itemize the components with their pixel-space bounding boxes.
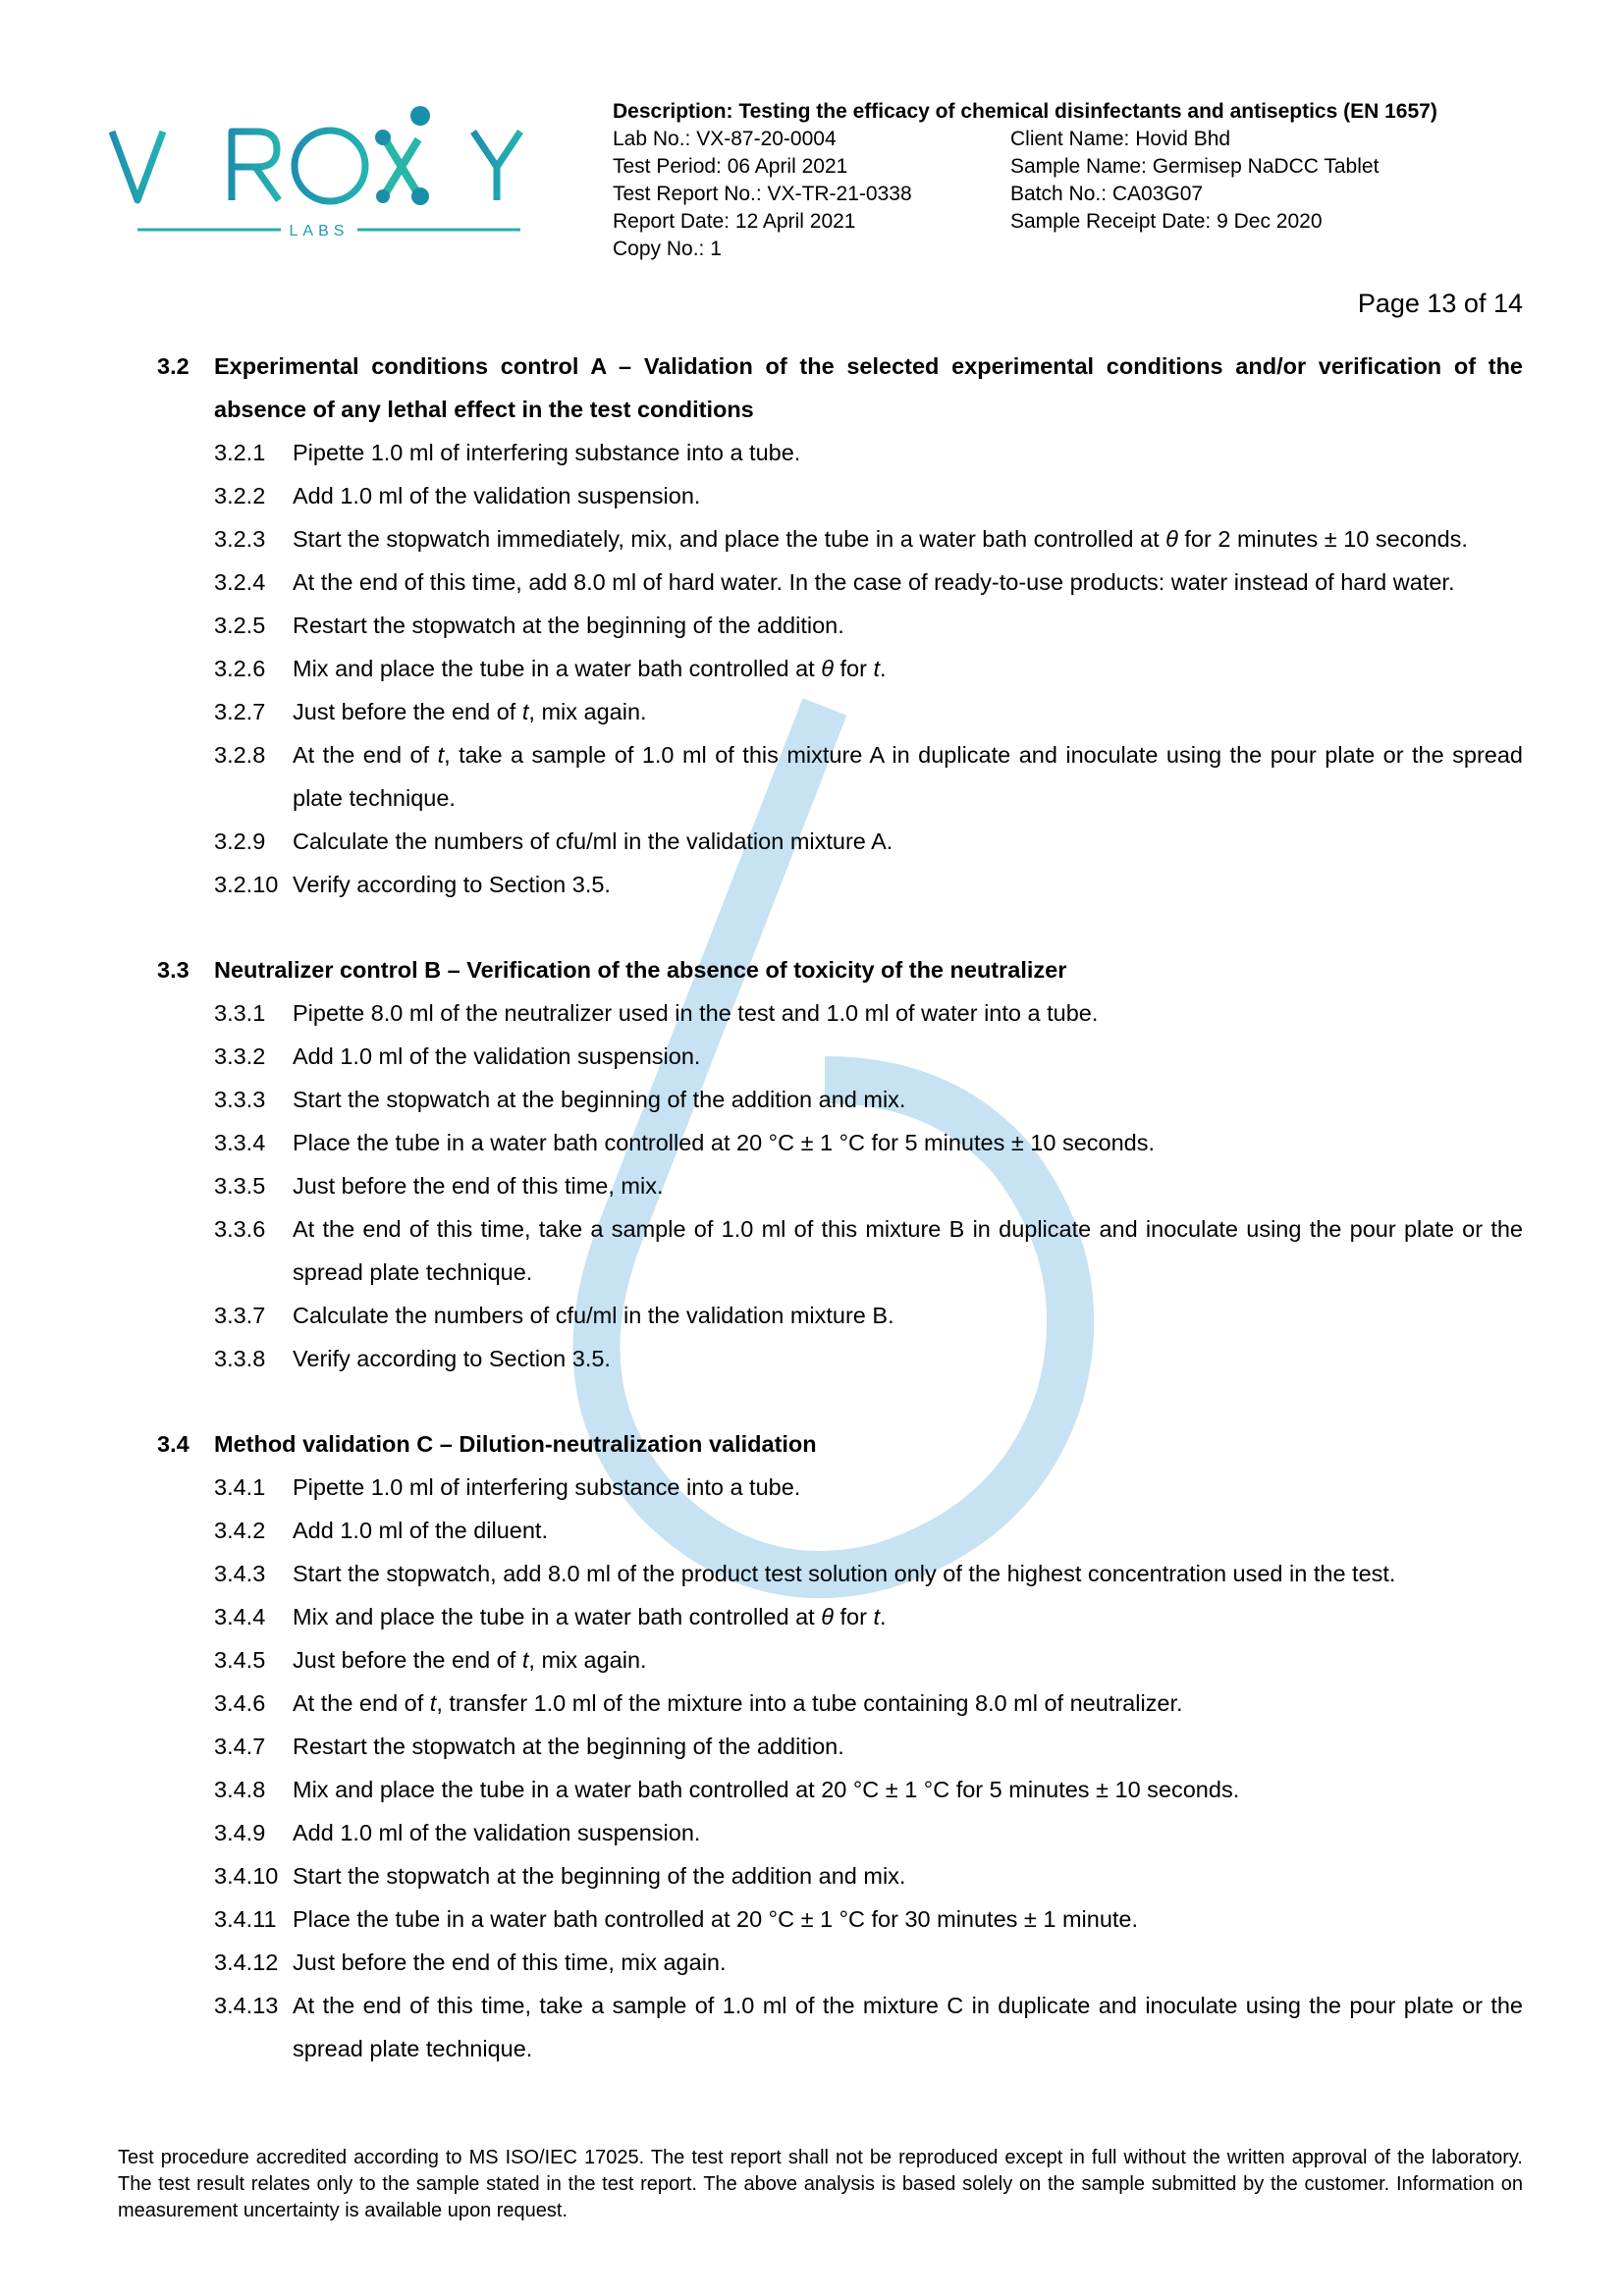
item-number: 3.3.3	[214, 1087, 266, 1112]
item-text: Start the stopwatch at the beginning of the addition and mix.	[293, 1087, 906, 1112]
item-number: 3.4.1	[214, 1474, 266, 1500]
header-row	[613, 126, 1437, 153]
list-item	[214, 733, 1523, 820]
list-item	[214, 820, 1523, 863]
list-item	[214, 1984, 1523, 2070]
item-text: Pipette 1.0 ml of interfering substance into a tube.	[293, 440, 801, 465]
list-item	[214, 991, 1523, 1035]
list-item	[214, 604, 1523, 647]
list-item	[214, 1941, 1523, 1984]
item-text: Just before the end of t, mix again.	[293, 699, 647, 724]
section-number: 3.4	[157, 1431, 189, 1457]
section-3-2	[157, 345, 1523, 906]
item-text: Add 1.0 ml of the validation suspension.	[293, 483, 701, 508]
item-text: Just before the end of this time, mix.	[293, 1173, 664, 1199]
list-item	[214, 1552, 1523, 1595]
item-number: 3.4.6	[214, 1690, 266, 1716]
section-gap	[157, 1380, 1523, 1422]
list-item	[214, 1509, 1523, 1552]
list-item	[214, 431, 1523, 474]
item-text: Pipette 1.0 ml of interfering substance into a tube.	[293, 1474, 801, 1500]
item-text: Restart the stopwatch at the beginning of the addition.	[293, 613, 844, 638]
item-number: 3.4.11	[214, 1906, 277, 1932]
list-item	[214, 690, 1523, 733]
list-item	[214, 1638, 1523, 1682]
header-lab-no: Lab No.: VX-87-20-0004	[613, 128, 837, 150]
section-number: 3.3	[157, 957, 189, 983]
section-gap	[157, 906, 1523, 948]
item-number: 3.3.5	[214, 1173, 266, 1199]
list-item	[214, 1725, 1523, 1768]
item-number: 3.4.2	[214, 1518, 266, 1543]
item-text: Verify according to Section 3.5.	[293, 872, 611, 897]
item-number: 3.4.3	[214, 1561, 266, 1586]
section-title: Experimental conditions control A – Validation of the selected experimental conditions and/or verification of the absence of any lethal effect in the test conditions	[214, 353, 1523, 422]
section-items	[157, 431, 1523, 906]
list-item	[214, 1466, 1523, 1509]
item-number: 3.2.10	[214, 872, 279, 897]
item-number: 3.4.4	[214, 1604, 266, 1629]
item-number: 3.3.7	[214, 1303, 266, 1328]
item-number: 3.4.7	[214, 1734, 266, 1759]
list-item	[214, 1121, 1523, 1164]
item-number: 3.3.1	[214, 1000, 266, 1026]
item-text: Pipette 8.0 ml of the neutralizer used in the test and 1.0 ml of water into a tube.	[293, 1000, 1099, 1026]
header-client-name: Client Name: Hovid Bhd	[1010, 128, 1231, 150]
item-number: 3.2.5	[214, 613, 266, 638]
item-text: Place the tube in a water bath controlled at 20 °C ± 1 °C for 5 minutes ± 10 seconds.	[293, 1130, 1156, 1155]
section-heading	[157, 1422, 1523, 1466]
header-row	[613, 181, 1437, 208]
item-text: Mix and place the tube in a water bath controlled at 20 °C ± 1 °C for 5 minutes ± 10 seconds.	[293, 1777, 1240, 1802]
list-item	[214, 1682, 1523, 1725]
header-row	[613, 153, 1437, 181]
item-text: Just before the end of this time, mix again.	[293, 1949, 727, 1975]
viroxy-logo	[108, 98, 560, 245]
list-item	[214, 1164, 1523, 1207]
section-heading	[157, 345, 1523, 431]
header-batch-no: Batch No.: CA03G07	[1010, 183, 1204, 205]
item-number: 3.4.8	[214, 1777, 266, 1802]
item-number: 3.4.9	[214, 1820, 266, 1845]
item-number: 3.3.6	[214, 1216, 266, 1242]
item-number: 3.3.2	[214, 1043, 266, 1069]
item-number: 3.4.5	[214, 1647, 266, 1673]
section-title: Neutralizer control B – Verification of the absence of toxicity of the neutralizer	[214, 957, 1067, 983]
header-copy-no: Copy No.: 1	[613, 238, 722, 260]
list-item	[214, 517, 1523, 561]
item-number: 3.2.9	[214, 828, 266, 854]
list-item	[214, 1337, 1523, 1380]
section-title: Method validation C – Dilution-neutralization validation	[214, 1431, 817, 1457]
item-text: Start the stopwatch immediately, mix, and place the tube in a water bath controlled at θ for 2 minutes ± 10 seconds.	[293, 526, 1468, 552]
item-text: At the end of this time, take a sample of 1.0 ml of this mixture B in duplicate and inoculate using the pour plate or the spread plate technique.	[293, 1216, 1523, 1285]
item-text: Add 1.0 ml of the diluent.	[293, 1518, 548, 1543]
section-number: 3.2	[157, 353, 189, 379]
list-item	[214, 1035, 1523, 1078]
footer-disclaimer: Test procedure accredited according to MS ISO/IEC 17025. The test report shall not be reproduced except in full without the written approval of the laboratory. The test result relates only to the sample stated in the test report. The above analysis is based solely on the sample submitted by the customer. Information on measurement uncertainty is available upon request.	[118, 2147, 1523, 2221]
item-number: 3.2.3	[214, 526, 266, 552]
viroxy-logo-graphic	[108, 98, 560, 245]
header-test-report-no: Test Report No.: VX-TR-21-0338	[613, 183, 912, 205]
list-item	[214, 1207, 1523, 1294]
item-text: At the end of t, transfer 1.0 ml of the mixture into a tube containing 8.0 ml of neutralizer.	[293, 1690, 1183, 1716]
list-item	[214, 647, 1523, 690]
item-number: 3.2.6	[214, 656, 266, 681]
section-heading	[157, 948, 1523, 991]
item-text: Calculate the numbers of cfu/ml in the validation mixture B.	[293, 1303, 894, 1328]
item-text: Start the stopwatch, add 8.0 ml of the product test solution only of the highest concentration used in the test.	[293, 1561, 1396, 1586]
report-header	[613, 98, 1437, 263]
item-number: 3.4.13	[214, 1993, 279, 2018]
item-text: Mix and place the tube in a water bath controlled at θ for t.	[293, 656, 887, 681]
header-report-date: Report Date: 12 April 2021	[613, 210, 856, 233]
item-number: 3.3.8	[214, 1346, 266, 1371]
list-item	[214, 1811, 1523, 1854]
list-item	[214, 863, 1523, 906]
list-item	[214, 474, 1523, 517]
item-text: Just before the end of t, mix again.	[293, 1647, 647, 1673]
list-item	[214, 561, 1523, 604]
item-text: Restart the stopwatch at the beginning of the addition.	[293, 1734, 844, 1759]
item-number: 3.2.8	[214, 742, 266, 768]
item-text: At the end of this time, add 8.0 ml of hard water. In the case of ready-to-use products: water instead of hard water.	[293, 569, 1455, 595]
item-number: 3.4.12	[214, 1949, 279, 1975]
item-text: Add 1.0 ml of the validation suspension.	[293, 1820, 701, 1845]
list-item	[214, 1078, 1523, 1121]
section-items	[157, 1466, 1523, 2070]
item-number: 3.2.4	[214, 569, 266, 595]
section-items	[157, 991, 1523, 1380]
list-item	[214, 1294, 1523, 1337]
header-test-period: Test Period: 06 April 2021	[613, 155, 848, 178]
item-text: Add 1.0 ml of the validation suspension.	[293, 1043, 701, 1069]
item-number: 3.2.7	[214, 699, 266, 724]
page-number: Page 13 of 14	[1357, 289, 1523, 318]
item-number: 3.4.10	[214, 1863, 279, 1889]
item-text: Calculate the numbers of cfu/ml in the validation mixture A.	[293, 828, 893, 854]
list-item	[214, 1595, 1523, 1638]
header-row	[613, 208, 1437, 236]
list-item	[214, 1768, 1523, 1811]
item-text: Start the stopwatch at the beginning of the addition and mix.	[293, 1863, 906, 1889]
item-text: Place the tube in a water bath controlled at 20 °C ± 1 °C for 30 minutes ± 1 minute.	[293, 1906, 1139, 1932]
item-text: At the end of this time, take a sample of 1.0 ml of the mixture C in duplicate and inoculate using the pour plate or the spread plate technique.	[293, 1993, 1523, 2061]
item-number: 3.2.1	[214, 440, 266, 465]
list-item	[214, 1897, 1523, 1941]
header-sample-receipt-date: Sample Receipt Date: 9 Dec 2020	[1010, 210, 1323, 233]
item-number: 3.2.2	[214, 483, 266, 508]
item-text: Verify according to Section 3.5.	[293, 1346, 611, 1371]
item-number: 3.3.4	[214, 1130, 266, 1155]
header-description: Description: Testing the efficacy of chemical disinfectants and antiseptics (EN 1657)	[613, 100, 1437, 123]
list-item	[214, 1854, 1523, 1897]
item-text: At the end of t, take a sample of 1.0 ml of this mixture A in duplicate and inoculate using the pour plate or the spread plate technique.	[293, 742, 1523, 811]
logo-labs-text: LABS	[289, 223, 350, 240]
section-3-4	[157, 1422, 1523, 2070]
item-text: Mix and place the tube in a water bath controlled at θ for t.	[293, 1604, 887, 1629]
main-content	[157, 345, 1523, 2070]
section-3-3	[157, 948, 1523, 1380]
header-sample-name: Sample Name: Germisep NaDCC Tablet	[1010, 155, 1380, 178]
